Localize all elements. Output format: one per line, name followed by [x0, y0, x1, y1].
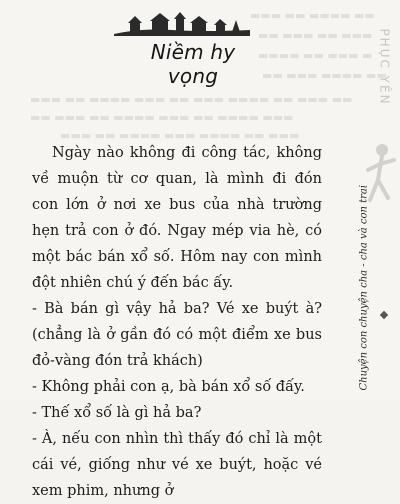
village-skyline-illustration [112, 8, 252, 36]
chapter-title: Niềm hy vọng [150, 40, 236, 88]
side-faint-text: PHỤC YÊN [377, 28, 392, 106]
paragraph: - À, nếu con nhìn thì thấy đó chỉ là một cái vé, giống như vé xe buýt, hoặc vé xem phim, nhưng ở [32, 431, 322, 499]
running-header [354, 184, 374, 400]
paragraph: - Không phải con ạ, bà bán xổ số đấy. [32, 379, 305, 395]
paragraph: - Bà bán gì vậy hả ba? Vé xe buýt à? (chẳng là ở gần đó có một điểm xe bus đỏ-vàng đón trả khách) [32, 301, 322, 369]
divider-ornament [380, 311, 388, 319]
side-faint-label [376, 20, 398, 140]
paragraph: Ngày nào không đi công tác, không về muộn từ cơ quan, là mình đi đón con lớn ở nơi xe bus của nhà trường hẹn trả con ở đó. Ngay mép via hè, có một bác bán xổ số. Hôm nay con mình đột nhiên chú ý đến bác ấy. [32, 145, 322, 291]
body-text [32, 140, 322, 504]
running-header-text: Chuyện con chuyện cha - cha và con trai [358, 184, 370, 391]
bleed-through-texture: ▬▬▬ ▬▬ ▬▬▬▬ ▬▬ ▬▬ ▬▬▬ ▬▬ ▬▬▬ ▬▬▬▬ ▬▬ ▬▬▬ ▬ ▬▬ ▬▬▬ ▬▬▬▬ ▬▬ ▬▬▬ ▬▬ ▬▬▬▬ ▬▬▬ ▬▬ ▬▬▬ ▬▬▬▬ ▬▬ ▬▬▬ ▬▬ ▬▬ ▬▬▬ ▬▬ ▬▬▬▬ ▬▬▬ ▬▬ ▬▬▬▬ ▬▬▬ ▬▬▬ ▬▬ ▬▬▬▬ ▬▬▬ ▬▬▬▬ ▬▬ ▬▬▬ [30, 9, 387, 142]
paragraph: - Thế xổ số là gì hả ba? [32, 405, 202, 421]
